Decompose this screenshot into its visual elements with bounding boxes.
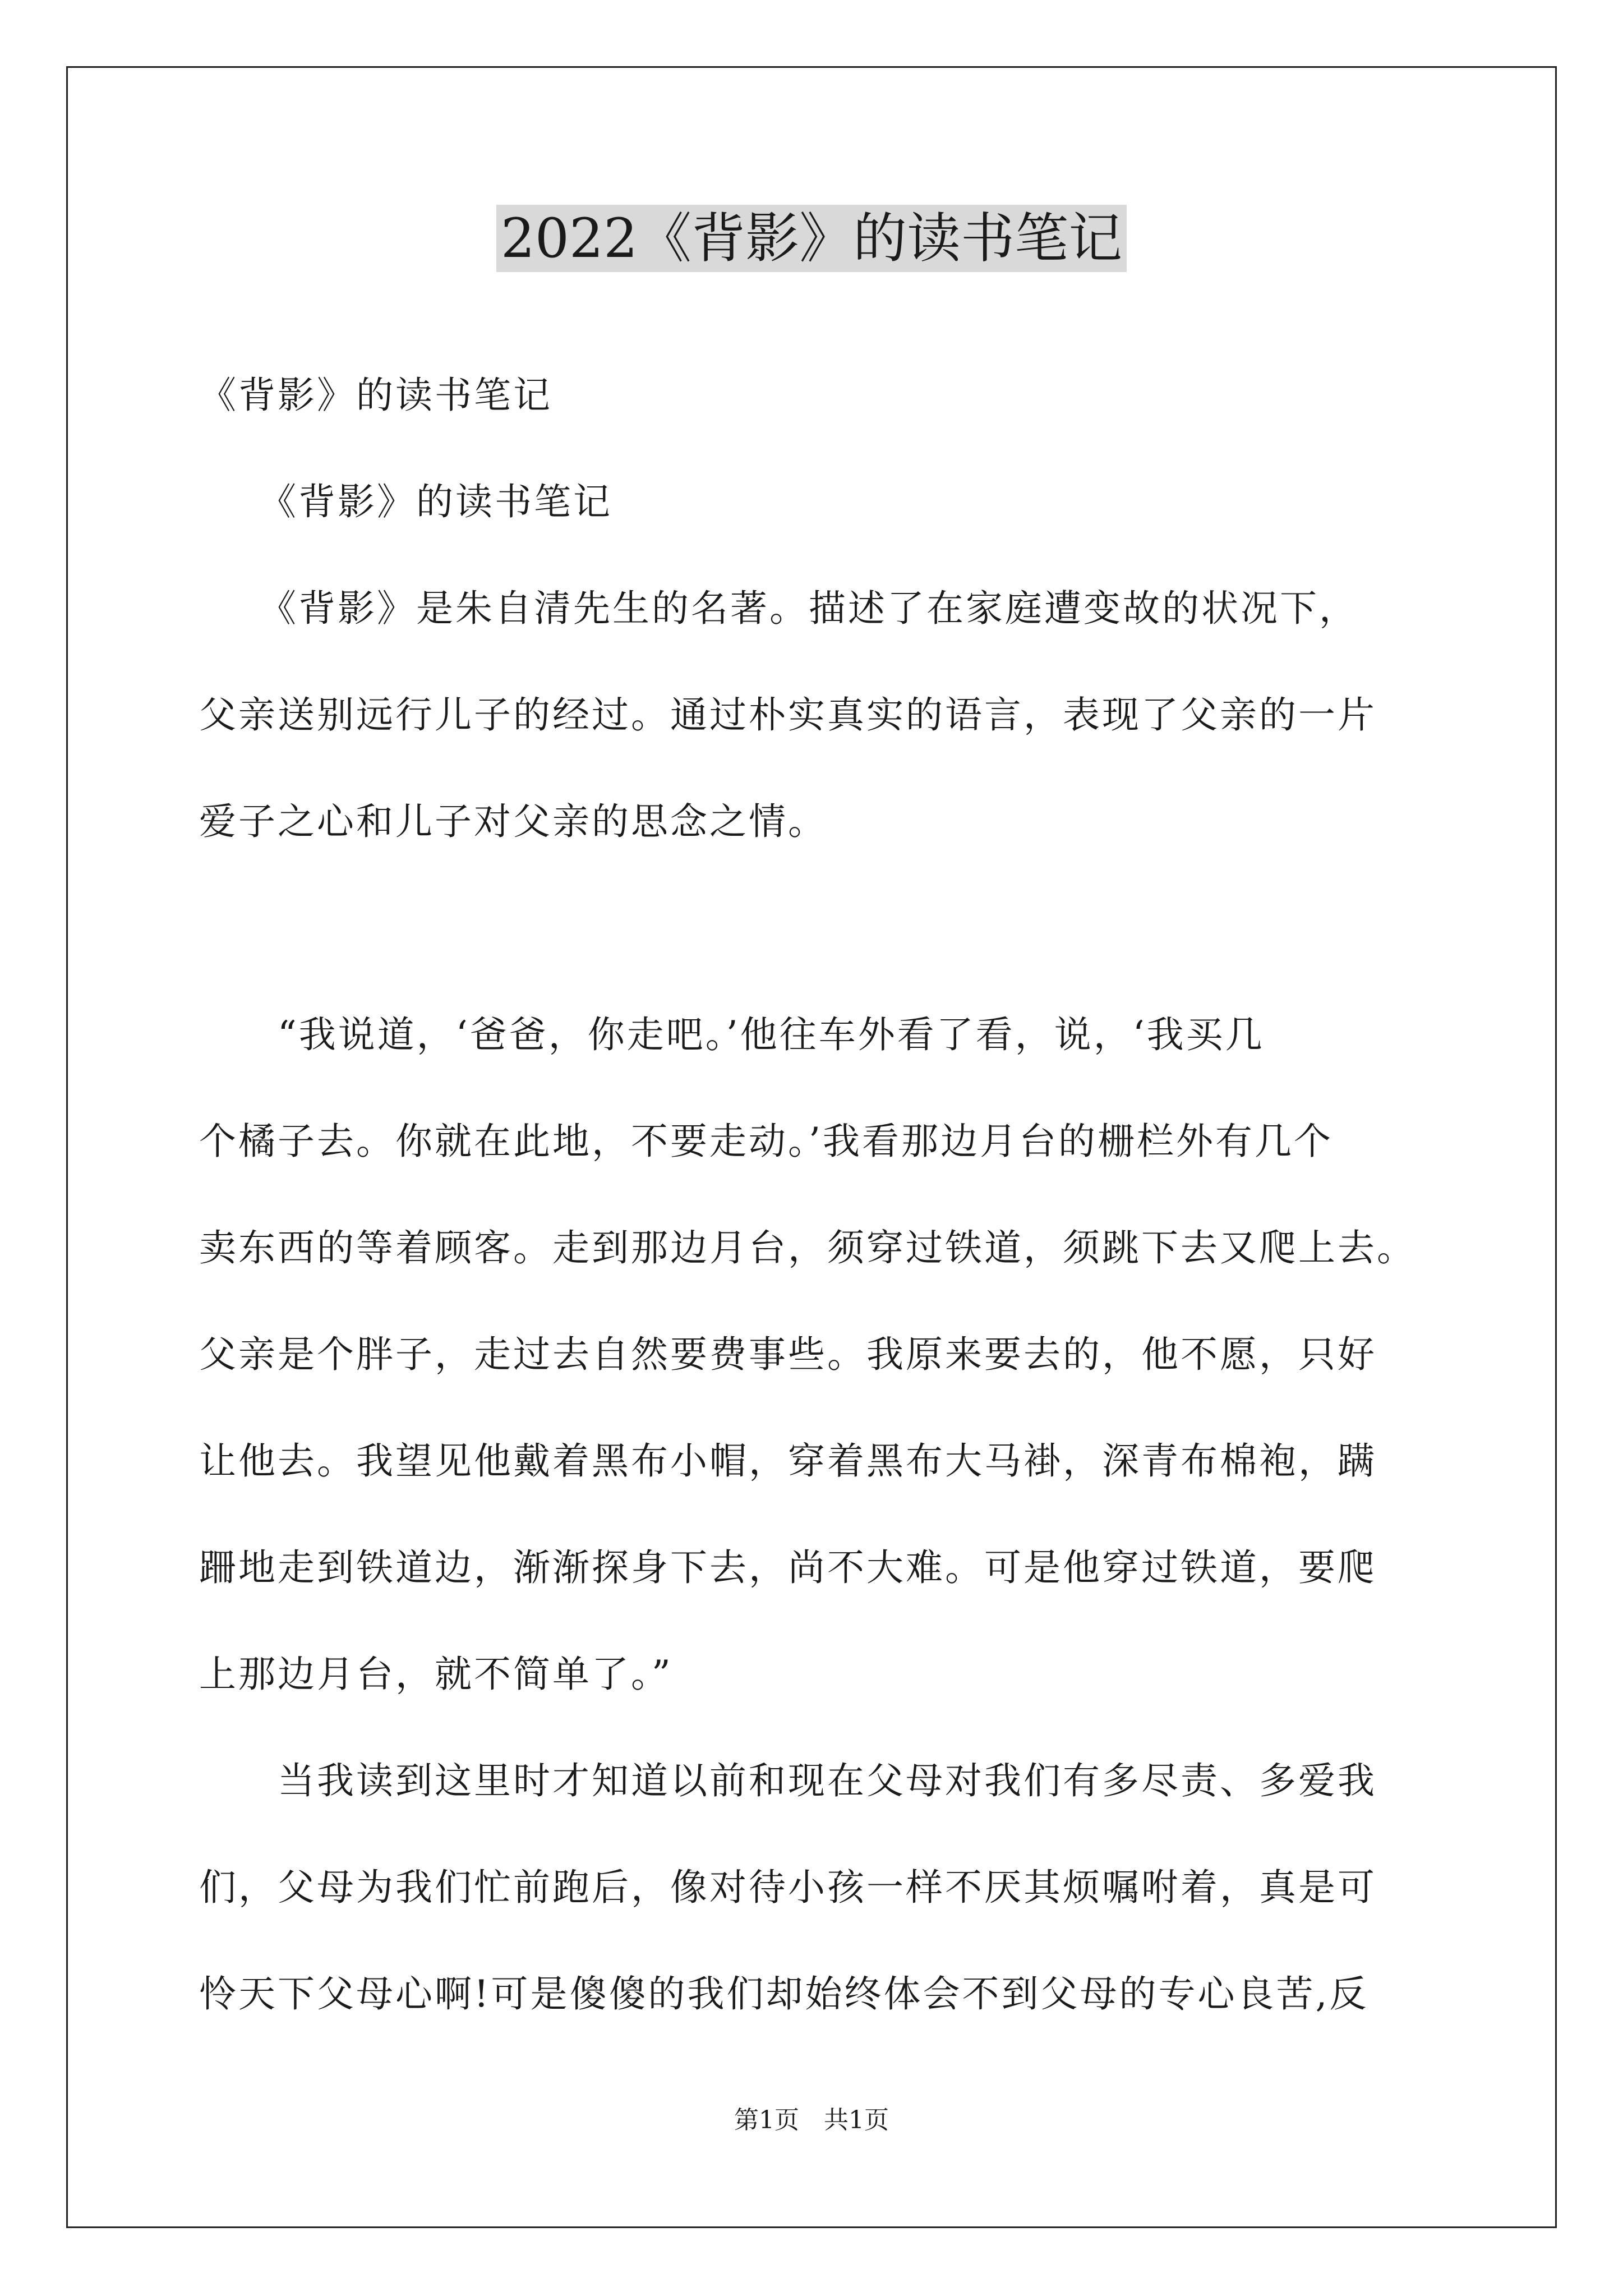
text-line: 父亲是个胖子，走过去自然要费事些。我原来要去的，他不愿，只好	[199, 1333, 1377, 1376]
text-line: 怜天下父母心啊!可是傻傻的我们却始终体会不到父母的专心良苦,反	[199, 1972, 1369, 2016]
text-line: 《背影》的读书笔记	[199, 374, 552, 417]
text-line: 《背影》是朱自清先生的名著。描述了在家庭遭变故的状况下，	[199, 587, 1358, 630]
text-line: “我说道，‘爸爸，你走吧。’他往车外看了看，说，‘我买几	[199, 1013, 1265, 1056]
text-line: 爱子之心和儿子对父亲的思念之情。	[199, 800, 827, 843]
page-footer: 第1页 共1页	[734, 2106, 889, 2134]
text-line: 当我读到这里时才知道以前和现在父母对我们有多尽责、多爱我	[199, 1759, 1377, 1802]
text-line: 跚地走到铁道边，渐渐探身下去，尚不大难。可是他穿过铁道，要爬	[199, 1546, 1377, 1589]
text-line: 们，父母为我们忙前跑后，像对待小孩一样不厌其烦嘱咐着，真是可	[199, 1866, 1377, 1909]
document-title-text: 2022《背影》的读书笔记	[496, 205, 1127, 272]
document-title	[0, 205, 1623, 272]
text-line: 父亲送别远行儿子的经过。通过朴实真实的语言，表现了父亲的一片	[199, 693, 1377, 737]
text-line: 卖东西的等着顾客。走到那边月台，须穿过铁道，须跳下去又爬上去。	[199, 1226, 1416, 1269]
text-line: 《背影》的读书笔记	[199, 480, 612, 523]
text-line: 个橘子去。你就在此地，不要走动。’我看那边月台的栅栏外有几个	[199, 1120, 1333, 1163]
text-line: 上那边月台，就不简单了。”	[199, 1653, 673, 1696]
text-line: 让他去。我望见他戴着黑布小帽，穿着黑布大马褂，深青布棉袍，蹒	[199, 1439, 1377, 1483]
